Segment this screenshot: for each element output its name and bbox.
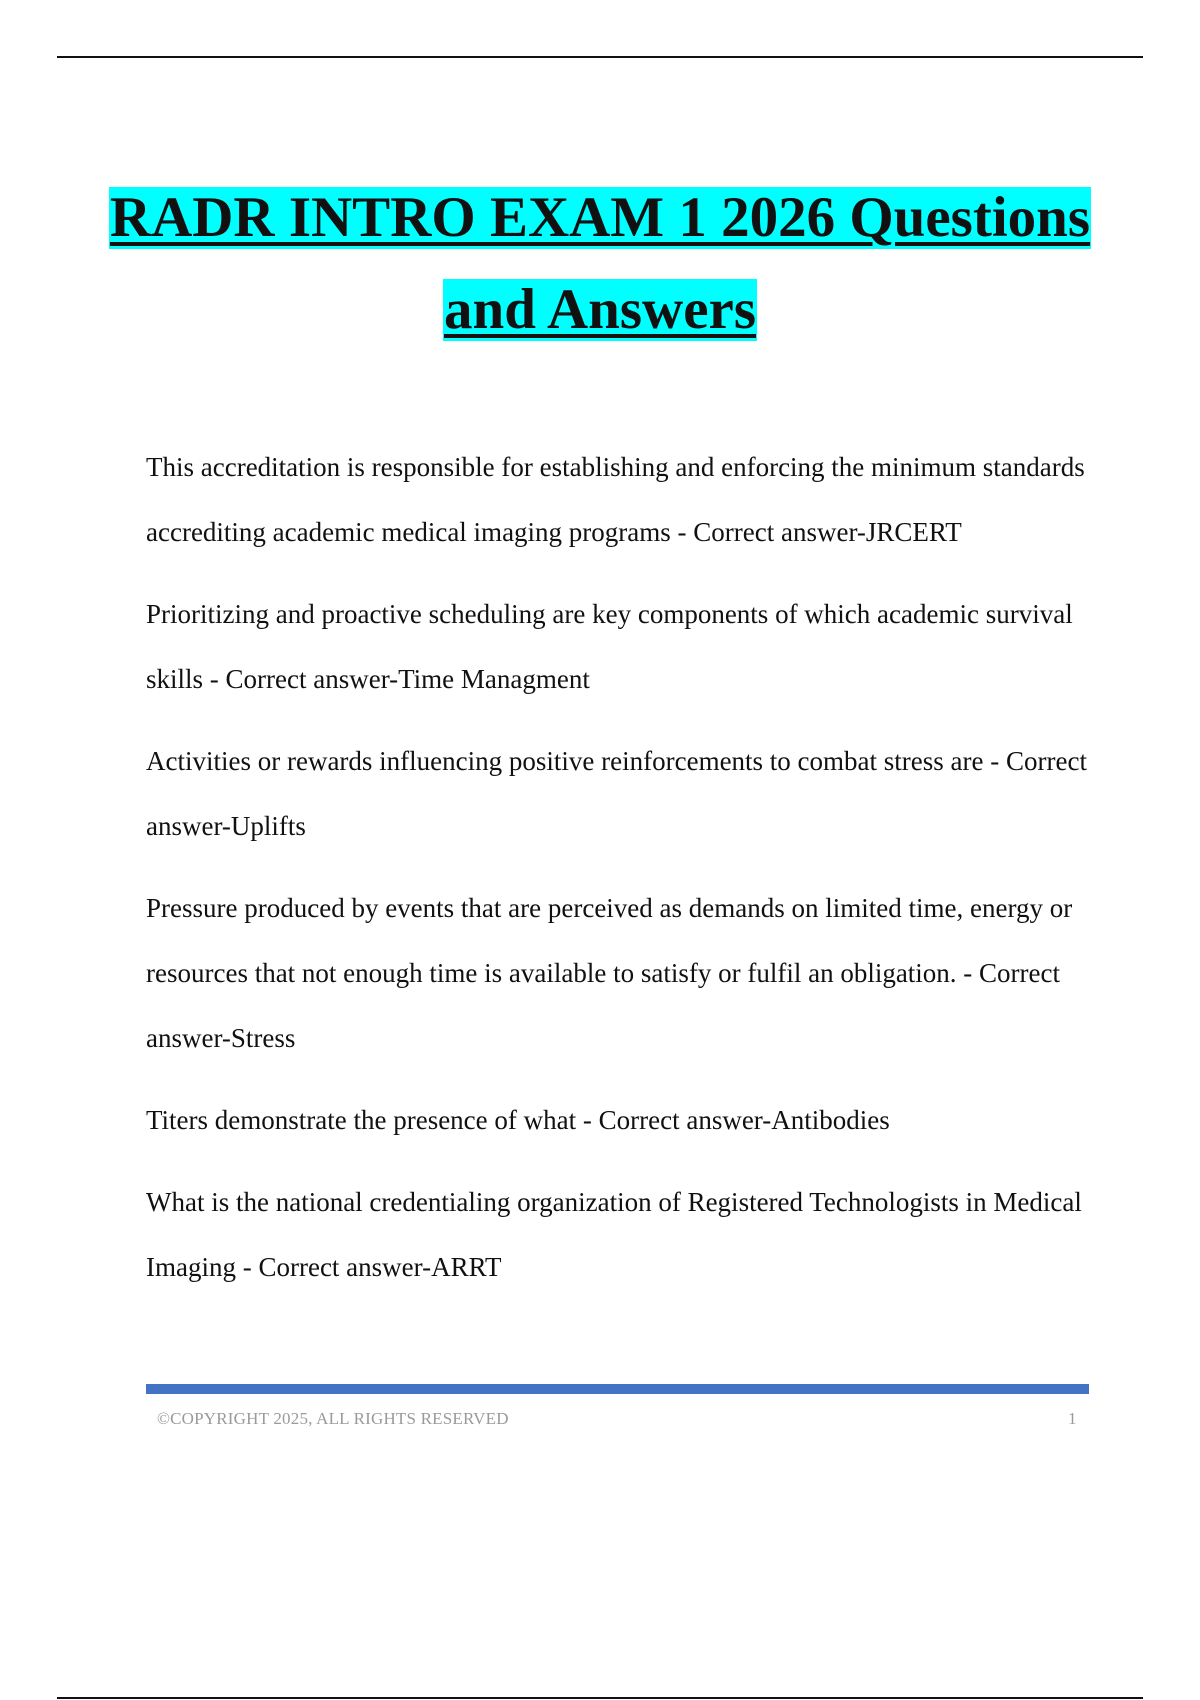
title-line-1: RADR INTRO EXAM 1 2026 Questions xyxy=(109,186,1091,249)
bottom-rule xyxy=(57,1697,1143,1699)
footer-copyright: ©COPYRIGHT 2025, ALL RIGHTS RESERVED xyxy=(157,1409,509,1428)
qa-item: Pressure produced by events that are perceived as demands on limited time, energy or resources that not enough time is available to satisfy or fulfil an obligation. - Correct answer-Stress xyxy=(146,893,1073,1053)
footer-bar xyxy=(146,1384,1089,1394)
page-number: 1 xyxy=(1068,1409,1077,1428)
page-title xyxy=(0,172,1200,356)
qa-item: Titers demonstrate the presence of what - Correct answer-Antibodies xyxy=(146,1105,890,1135)
qa-item: Prioritizing and proactive scheduling are key components of which academic survival skills - Correct answer-Time Managment xyxy=(146,599,1073,694)
qa-list xyxy=(146,435,1091,1317)
title-line-2: and Answers xyxy=(444,278,756,341)
qa-item: This accreditation is responsible for establishing and enforcing the minimum standards accrediting academic medical imaging programs - Correct answer-JRCERT xyxy=(146,452,1085,547)
qa-item: Activities or rewards influencing positive reinforcements to combat stress are - Correct answer-Uplifts xyxy=(146,746,1087,841)
qa-item: What is the national credentialing organization of Registered Technologists in Medical Imaging - Correct answer-ARRT xyxy=(146,1187,1082,1282)
top-rule xyxy=(57,56,1143,58)
